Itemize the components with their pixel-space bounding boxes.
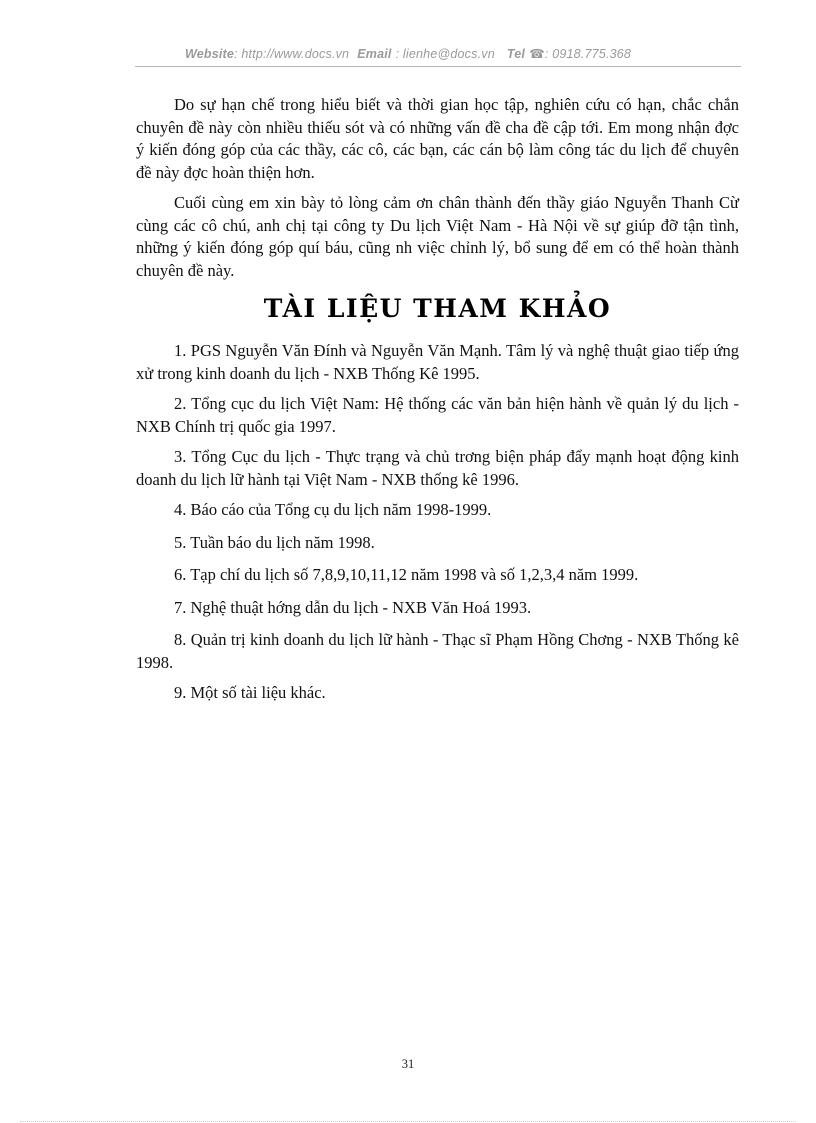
page-number: 31 xyxy=(401,1057,415,1071)
page-header xyxy=(0,46,816,61)
email-value: : lienhe@docs.vn xyxy=(395,47,495,61)
footer-divider xyxy=(20,1121,796,1122)
website-value: : http://www.docs.vn xyxy=(234,47,350,61)
references-title: TÀI LIỆU THAM KHẢO xyxy=(263,294,612,323)
reference-item: 1. PGS Nguyễn Văn Đính và Nguyễn Văn Mạnh. Tâm lý và nghệ thuật giao tiếp ứng xử trong kinh doanh du lịch - NXB Thống Kê 1995. xyxy=(136,341,739,383)
reference-item: 5. Tuần báo du lịch năm 1998. xyxy=(174,532,375,552)
tel-value: : 0918.775.368 xyxy=(544,47,632,61)
tel-label: Tel xyxy=(506,47,526,61)
body-paragraph: Cuối cùng em xin bày tỏ lòng cảm ơn chân thành đến thầy giáo Nguyễn Thanh Cừ cùng các cô chú, anh chị tại công ty Du lịch Việt Nam - Hà Nội về sự giúp đỡ tận tình, những ý kiến đóng góp quí báu, cũng nh việc chỉnh lý, bổ sung để em có thể hoàn thành chuyên đề này. xyxy=(136,193,739,280)
reference-item: 4. Báo cáo của Tổng cụ du lịch năm 1998-1999. xyxy=(174,500,492,519)
email-label: Email xyxy=(357,47,392,61)
reference-item: 9. Một số tài liệu khác. xyxy=(174,683,326,702)
page-content xyxy=(136,94,739,715)
reference-item: 2. Tổng cục du lịch Việt Nam: Hệ thống các văn bản hiện hành về quản lý du lịch - NXB Chính trị quốc gia 1997. xyxy=(136,394,739,436)
reference-item: 3. Tổng Cục du lịch - Thực trạng và chủ trơng biện pháp đẩy mạnh hoạt động kinh doanh du lịch lữ hành tại Việt Nam - NXB thống kê 1996. xyxy=(136,447,739,489)
website-label: Website xyxy=(184,47,235,61)
reference-item: 7. Nghệ thuật hớng dẫn du lịch - NXB Văn Hoá 1993. xyxy=(174,597,532,617)
header-divider xyxy=(135,66,741,67)
phone-icon: ☎ xyxy=(529,47,545,61)
reference-item: 8. Quản trị kinh doanh du lịch lữ hành - Thạc sĩ Phạm Hồng Chơng - NXB Thống kê 1998. xyxy=(136,630,739,672)
reference-item: 6. Tạp chí du lịch số 7,8,9,10,11,12 năm 1998 và số 1,2,3,4 năm 1999. xyxy=(174,565,639,584)
body-paragraph: Do sự hạn chế trong hiểu biết và thời gian học tập, nghiên cứu có hạn, chắc chắn chuyên đề này còn nhiều thiếu sót và có những vấn đề cha đề cập tới. Em mong nhận đợc ý kiến đóng góp của các thầy, các cô, các bạn, các cán bộ làm công tác du lịch để chuyên đề này đợc hoàn thiện hơn. xyxy=(136,95,739,182)
